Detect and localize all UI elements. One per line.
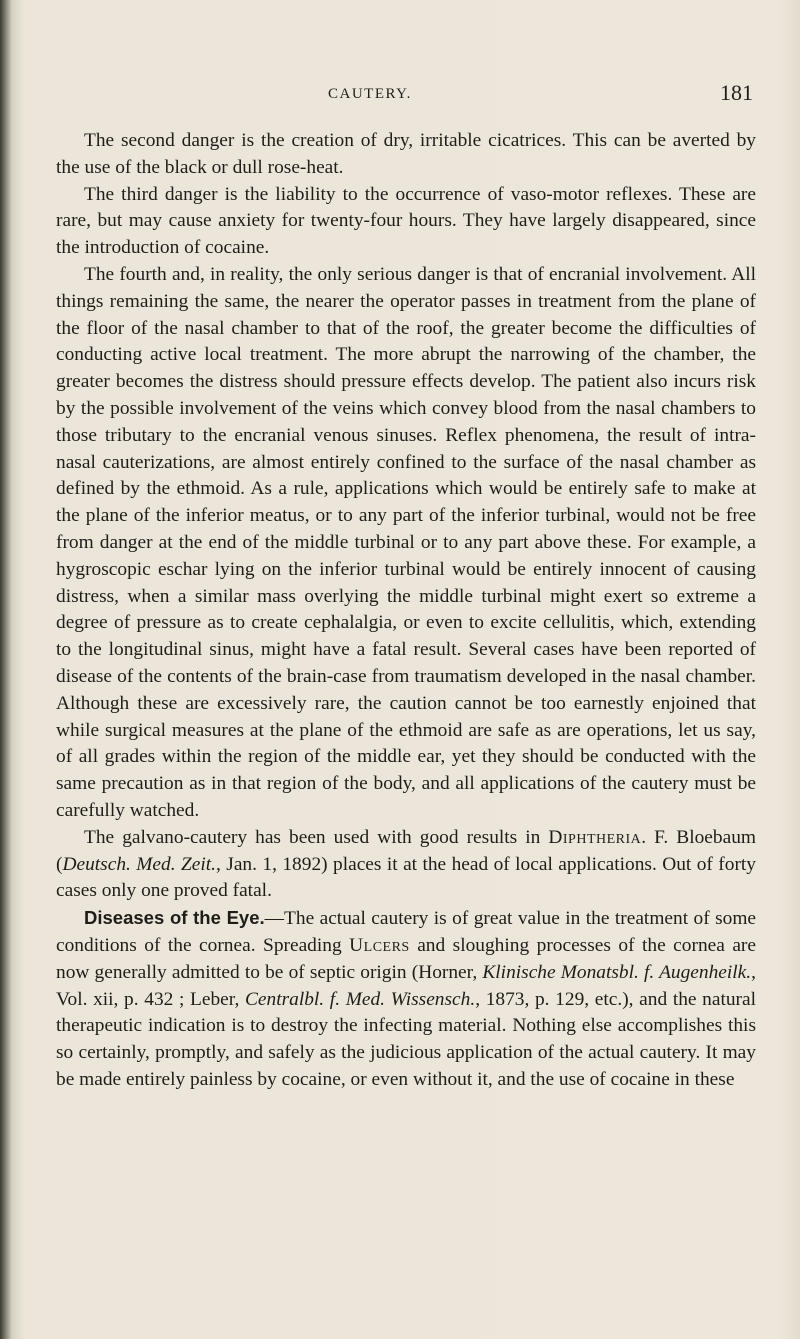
body-text — [56, 128, 756, 1094]
citation: Centralbl. f. Med. Wissensch. — [244, 988, 476, 1010]
citation: Klinische Monatsbl. f. Augenheilk. — [482, 961, 752, 983]
term-ulcers: Ulcers — [349, 934, 410, 956]
citation: Deutsch. Med. Zeit. — [62, 853, 217, 875]
paragraph-fourth-danger: The fourth and, in reality, the only serious danger is that of encranial involvement. All things remaining the same, the nearer the operator passes in treatment from the plane of the floor of the nasal chamber to that of the roof, the greater become the difficulties of conducting active local treatment. The more abrupt the narrowing of the chamber, the greater becomes the distress should pressure effects develop. The patient also incurs risk by the possible involvement of the veins which convey blood from the nasal chambers to those tributary to the encranial venous sinuses. Reflex phenomena, the result of intra-nasal cauterizations, are almost entirely confined to the surface of the nasal chamber as defined by the ethmoid. As a rule, applications which would be entirely safe to make at the plane of the inferior meatus, or to any part of the inferior turbinal, would not be free from danger at the end of the middle turbinal or to any part above these. For example, a hygroscopic eschar lying on the inferior turbinal would be entirely innocent of causing distress, when a similar mass overlying the middle turbinal might exert so extreme a degree of pressure as to create cephalalgia, or even to excite cellulitis, which, extending to the longitudinal sinus, might have a fatal result. Several cases have been reported of disease of the contents of the brain-case from traumatism developed in the nasal chamber. Although these are excessively rare, the caution cannot be too earnestly enjoined that while surgical measures at the plane of the ethmoid are safe as are operations, let us say, of all grades within the region of the middle ear, yet they should be conducted with the same precaution as in that region of the body, and all applications of the cautery must be carefully watched. — [56, 263, 756, 821]
paragraph-second-danger: The second danger is the creation of dry, irritable cicatrices. This can be averted by the use of the black or dull rose-heat. — [56, 130, 756, 178]
page-number: 181 — [720, 80, 753, 105]
paragraph-third-danger: The third danger is the liability to the occurrence of vaso-motor reflexes. These are rare, but may cause anxiety for twenty-four hours. They have largely disappeared, since the introduction of cocaine. — [56, 183, 756, 259]
paragraph-diseases-of-eye: Diseases of the Eye.—The actual cautery is of great value in the treatment of some conditions of the cornea. Spreading Ulcers and sloughing processes of the cornea are now generally admitted to be of septic origin (Horner, Klinische Monatsbl. f. Augenheilk., Vol. xii, p. 432 ; Leber, Centralbl. f. Med. Wissensch., 1873, p. 129, etc.), and the natural therapeutic indication is to destroy the infecting material. Nothing else accomplishes this so certainly, promptly, and safely as the judicious application of the actual cautery. It may be made entirely painless by cocaine, or even without it, and the use of cocaine in these — [56, 907, 757, 1090]
section-heading: Diseases of the Eye. — [84, 907, 265, 929]
running-head: CAUTERY. — [328, 86, 412, 102]
term-diphtheria: Diphtheria — [548, 826, 642, 848]
paragraph-diphtheria: The galvano-cautery has been used with good results in Diphtheria. F. Bloebaum (Deutsch. Med. Zeit., Jan. 1, 1892) places it at the head of local applications. Out of forty cases only one proved fatal. — [56, 826, 756, 902]
page-header — [0, 80, 800, 110]
